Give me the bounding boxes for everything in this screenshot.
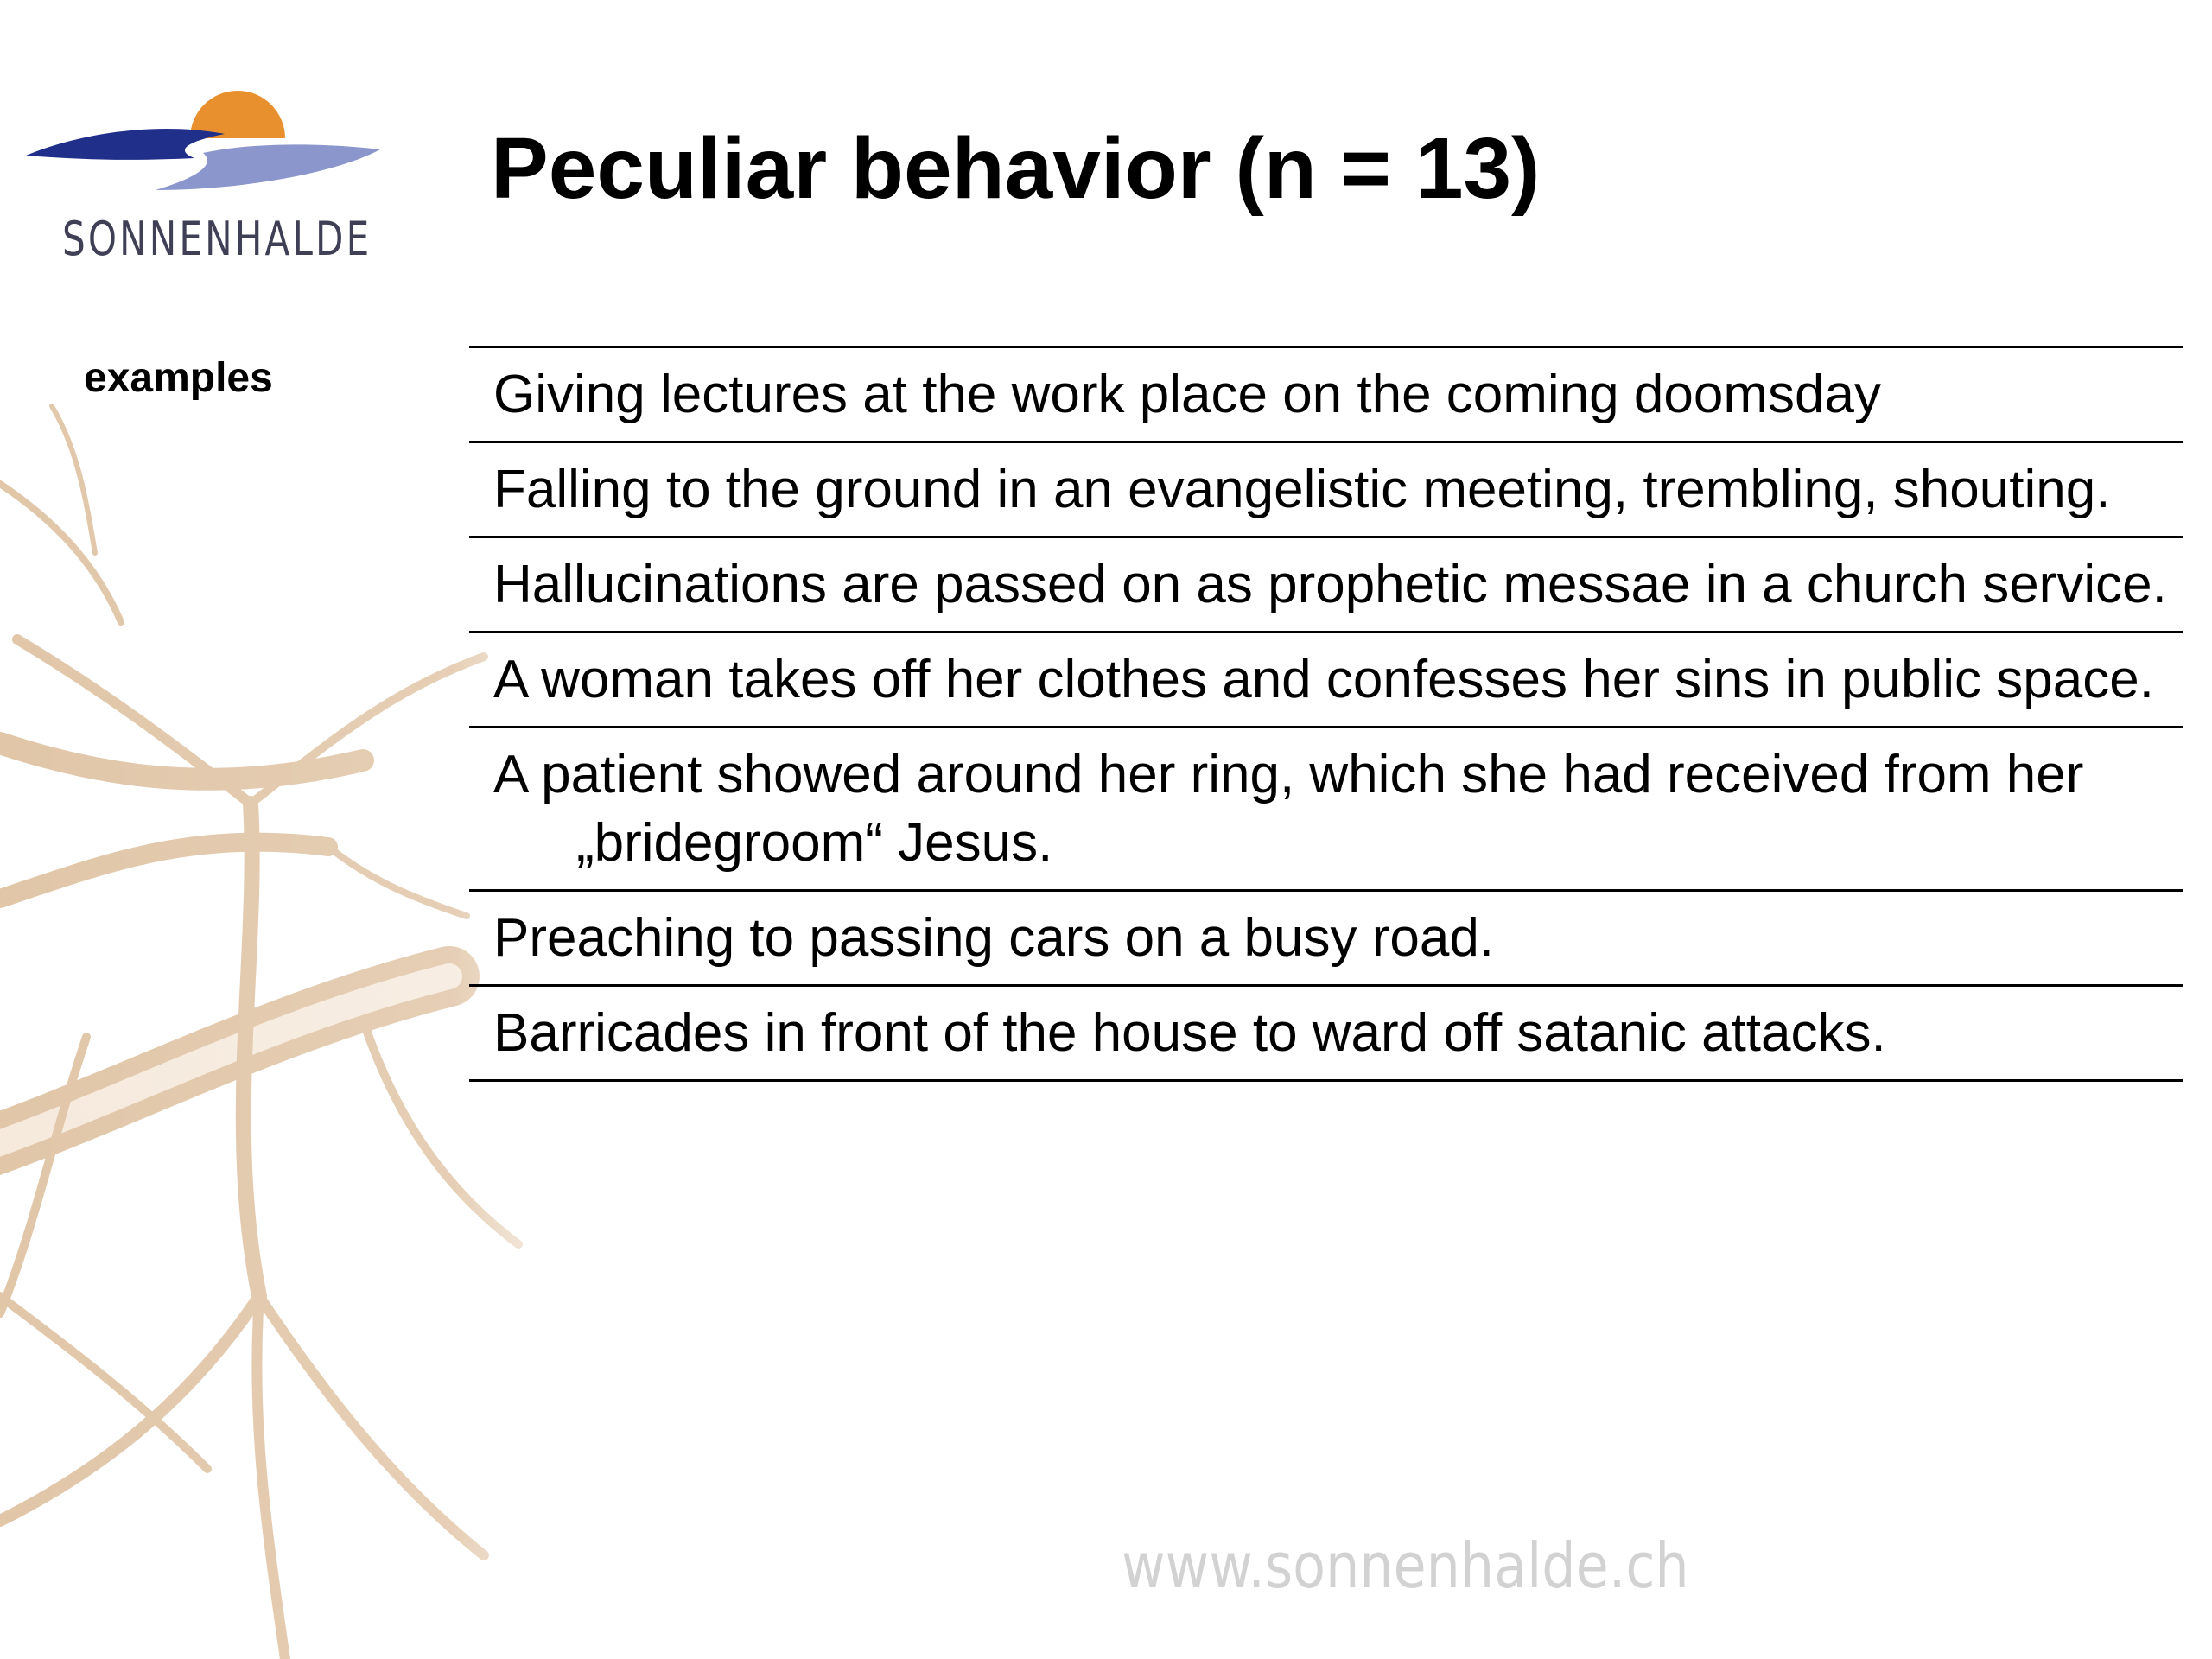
example-row: Hallucinations are passed on as prophetic messae in a church service.: [469, 538, 2183, 633]
example-row: A woman takes off her clothes and confesses her sins in public space.: [469, 633, 2183, 728]
sonnenhalde-logo-mark: [26, 82, 389, 212]
logo-wordmark: SONNENHALDE: [62, 212, 372, 266]
sonnenhalde-logo: [26, 82, 389, 272]
example-row: A patient showed around her ring, which she had received from her „bridegroom“ Jesus.: [469, 728, 2183, 892]
footer-website-url: www.sonnenhalde.ch: [1122, 1529, 1689, 1602]
example-row: Falling to the ground in an evangelistic meeting, trembling, shouting.: [469, 443, 2183, 538]
examples-table: [469, 346, 2183, 1082]
example-row: Giving lectures at the work place on the coming doomsday: [469, 348, 2183, 443]
slide-title: Peculiar behavior (n = 13): [491, 120, 1541, 217]
example-row: Barricades in front of the house to ward off satanic attacks.: [469, 987, 2183, 1082]
logo-wave-light: [156, 144, 380, 190]
examples-label: examples: [84, 355, 273, 401]
logo-wave-dark: [26, 129, 225, 160]
example-row: Preaching to passing cars on a busy road.: [469, 892, 2183, 987]
